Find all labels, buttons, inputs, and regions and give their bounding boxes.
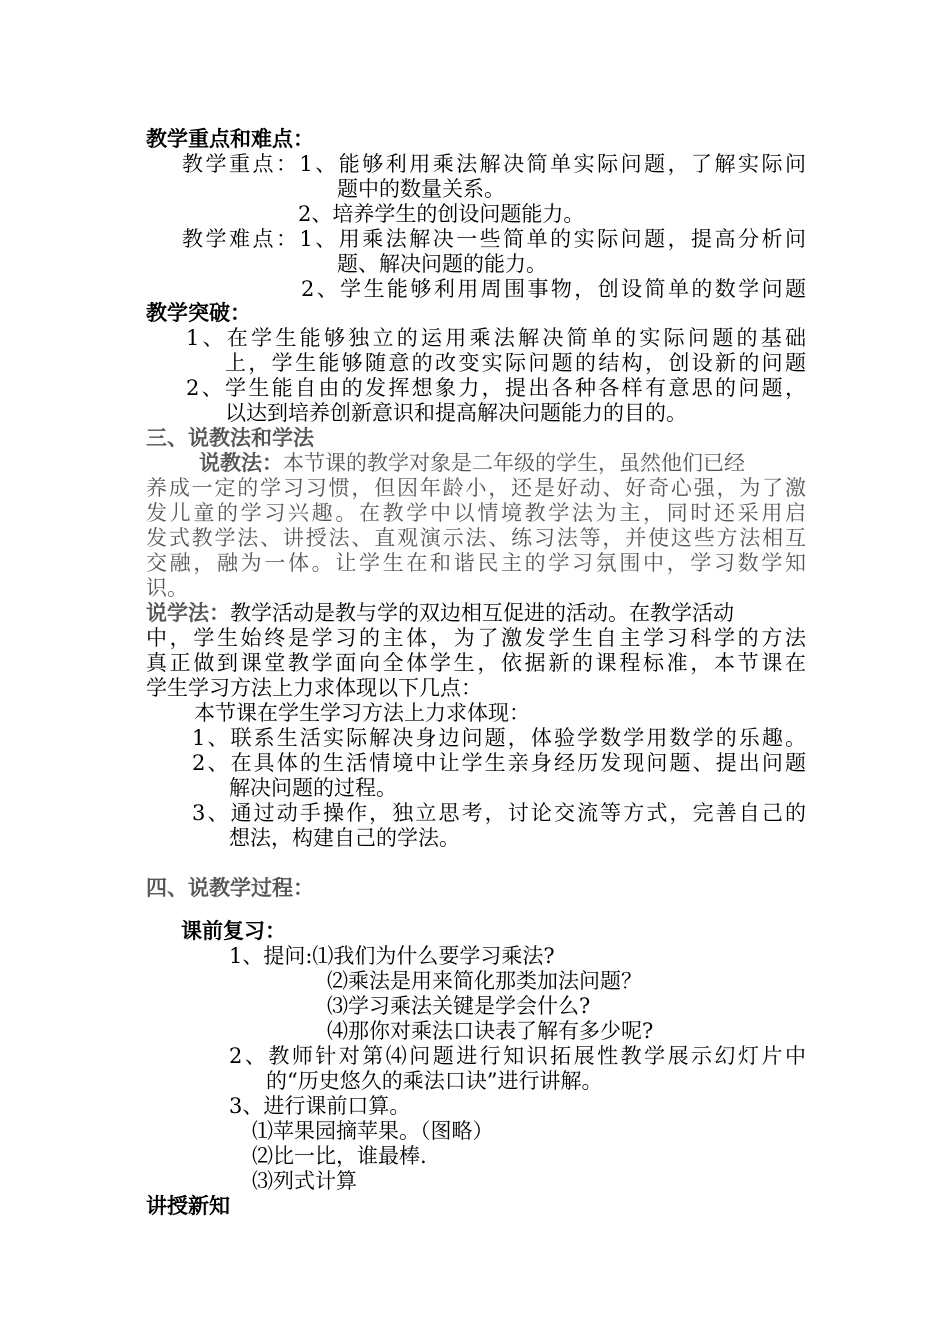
learning-method-line-2: 中，学生始终是学习的主体，为了激发学生自主学习科学的方法 [146,626,806,650]
breakthrough-heading: 教学突破： [146,300,251,325]
methods-heading: 三、说教法和学法 [146,425,314,450]
new-knowledge-heading: 讲授新知 [146,1193,230,1218]
teaching-method-line-2: 养成一定的学习习惯，但因年龄小，还是好动、好奇心强，为了激 [146,476,806,500]
focus-item-2: 2、培养学生的创设问题能力。 [298,202,585,226]
oral-item-2: ⑵比一比，谁最棒. [252,1144,427,1168]
learning-method-text: 教学活动是教与学的双边相互促进的活动。在教学活动 [230,601,734,625]
oral-intro: 3、进行课前口算。 [229,1094,411,1118]
difficulty-item-2: 2、学生能够利用周围事物，创设简单的数学问题 [301,277,806,301]
process-heading: 四、说教学过程： [146,875,314,900]
learning-method-label: 说学法： [146,600,230,625]
explain-line-1: 2、教师针对第⑷问题进行知识拓展性教学展示幻灯片中 [229,1044,806,1068]
learning-method-line-4: 学生学习方法上力求体现以下几点： [146,676,482,700]
question-line-2: ⑵乘法是用来简化那类加法问题？ [327,969,642,993]
learning-intro: 本节课在学生学习方法上力求体现： [194,701,530,725]
review-heading: 课前复习： [181,918,286,943]
teaching-method-line-1 [199,450,806,476]
focus-line-2: 题中的数量关系。 [337,177,505,201]
learning-method-line-1 [146,600,806,626]
question-line-4: ⑷那你对乘法口诀表了解有多少呢? [327,1019,654,1043]
learning-item-3-line-2: 想法，构建自己的学法。 [229,826,460,850]
oral-item-3: ⑶列式计算 [252,1169,357,1193]
learning-item-3-line-1: 3、通过动手操作，独立思考，讨论交流等方式，完善自己的 [192,801,806,825]
teaching-method-line-3: 发儿童的学习兴趣。在教学中以情境教学法为主，同时还采用启 [146,501,806,525]
question-line-3: ⑶学习乘法关键是学会什么? [327,994,591,1018]
teaching-method-text: 本节课的教学对象是二年级的学生，虽然他们已经 [283,451,745,475]
oral-item-1: ⑴苹果园摘苹果。（图略） [252,1119,494,1143]
question-line-1: 1、提问:⑴我们为什么要学习乘法? [229,944,555,968]
teaching-method-label: 说教法： [199,450,283,475]
teaching-method-line-4: 发式教学法、讲授法、直观演示法、练习法等，并使这些方法相互 [146,526,806,550]
learning-item-2-line-2: 解决问题的过程。 [229,776,397,800]
difficulty-line-1: 教学难点：1、用乘法解决一些简单的实际问题，提高分析问 [182,227,806,251]
breakthrough-p1-line-2: 上，学生能够随意的改变实际问题的结构，创设新的问题 [225,351,806,375]
key-points-heading: 教学重点和难点： [146,126,314,151]
breakthrough-p1-line-1: 1、在学生能够独立的运用乘法解决简单的实际问题的基础 [186,326,806,350]
teaching-method-line-6: 识。 [146,576,188,600]
explain-line-2: 的“历史悠久的乘法口诀”进行讲解。 [266,1069,603,1093]
learning-method-line-3: 真正做到课堂教学面向全体学生，依据新的课程标准，本节课在 [146,651,806,675]
breakthrough-p2-line-2: 以达到培养创新意识和提高解决问题能力的目的。 [225,401,687,425]
learning-item-2-line-1: 2、在具体的生活情境中让学生亲身经历发现问题、提出问题 [192,751,806,775]
focus-line-1: 教学重点：1、能够利用乘法解决简单实际问题，了解实际问 [182,152,806,176]
teaching-method-line-5: 交融，融为一体。让学生在和谐民主的学习氛围中，学习数学知 [146,551,806,575]
difficulty-line-2: 题、解决问题的能力。 [337,252,547,276]
breakthrough-p2-line-1: 2、学生能自由的发挥想象力，提出各种各样有意思的问题， [186,376,806,400]
learning-item-1: 1、联系生活实际解决身边问题，体验学数学用数学的乐趣。 [192,726,806,750]
